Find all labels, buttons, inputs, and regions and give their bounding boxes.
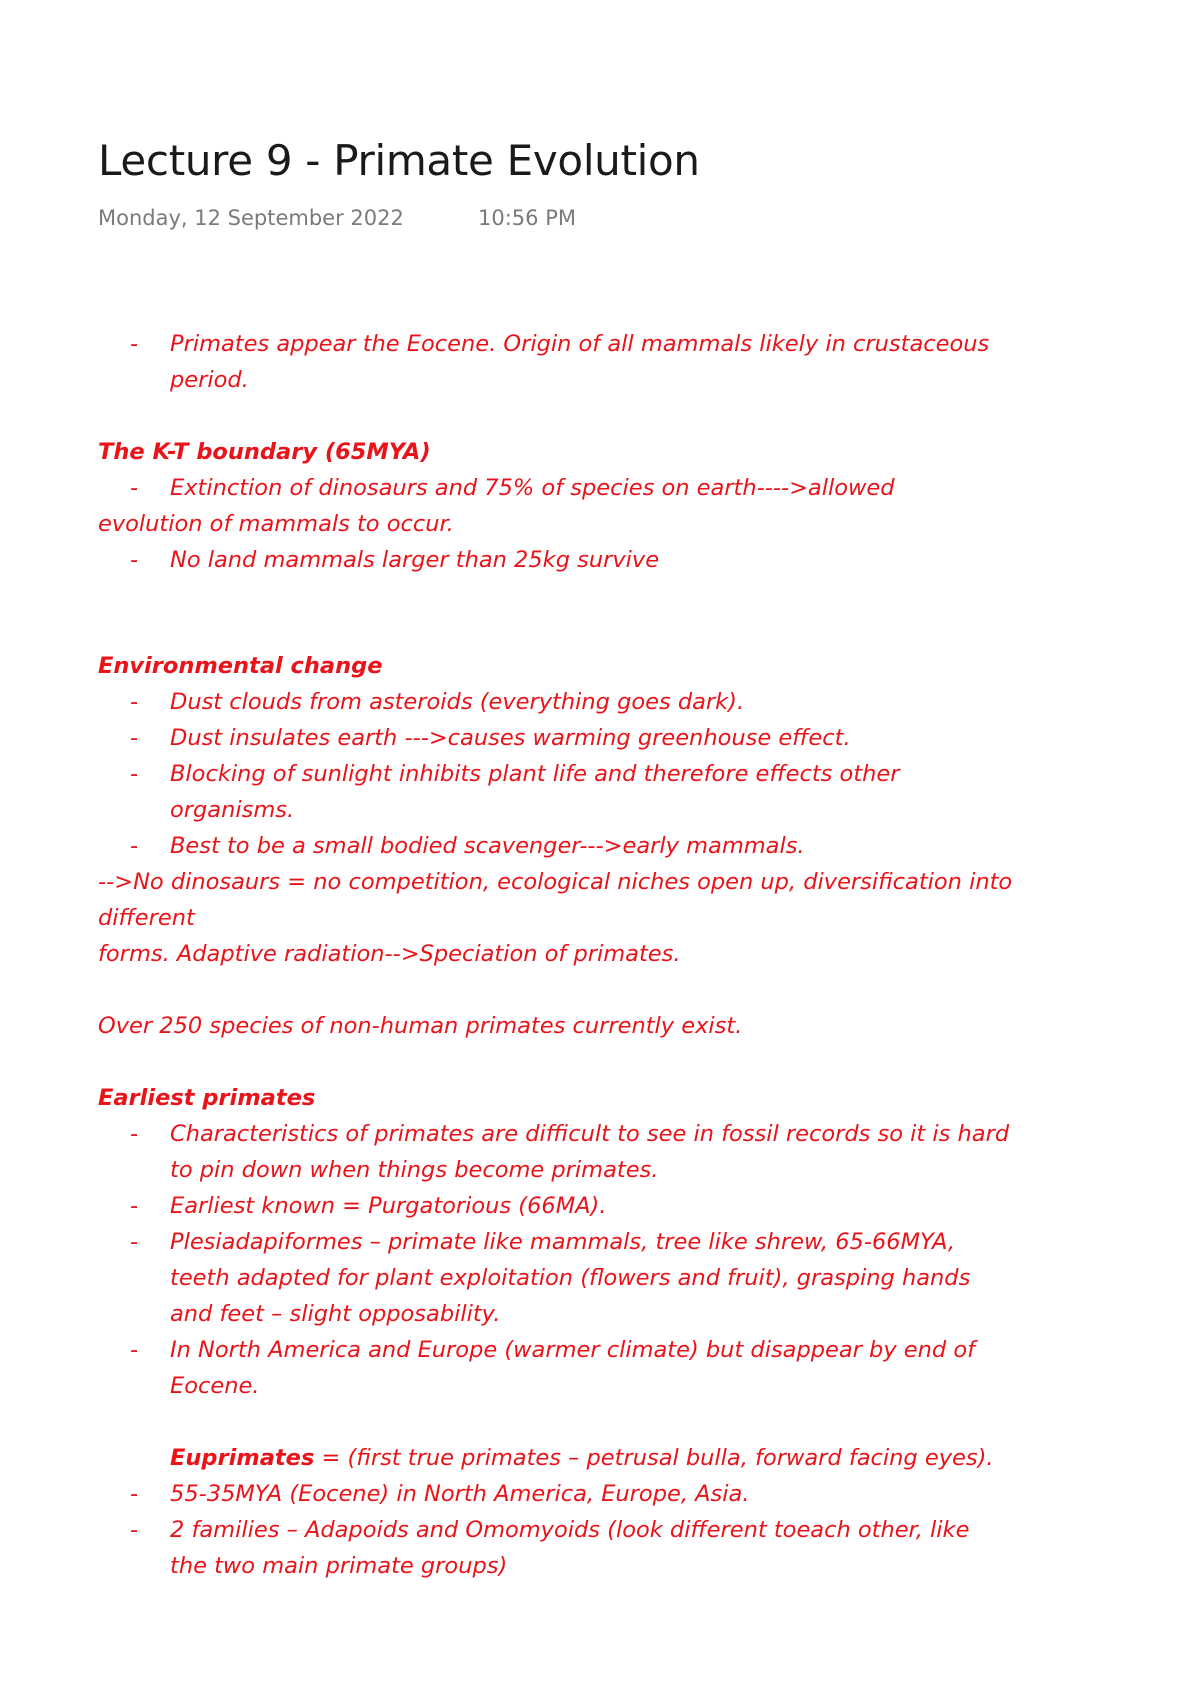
earliest-bullet-north-america-continuation: Eocene. bbox=[170, 1373, 260, 1399]
species-note: Over 250 species of non-human primates currently exist. bbox=[98, 1013, 743, 1039]
earliest-bullet-plesiadapiformes-continuation-2: and feet – slight opposability. bbox=[170, 1301, 501, 1327]
spacer bbox=[98, 578, 1098, 648]
earliest-bullet-plesiadapiformes: - Plesiadapiformes – primate like mammals, tree like shrew, 65-66MYA, bbox=[98, 1224, 1098, 1260]
earliest-bullet-plesiadapiformes-continuation-1: teeth adapted for plant exploitation (flowers and fruit), grasping hands bbox=[170, 1265, 971, 1291]
euprimates-definition-line bbox=[98, 1440, 1098, 1476]
env-bullet-small-scavenger: - Best to be a small bodied scavenger--->early mammals. bbox=[98, 828, 1098, 864]
page-meta bbox=[98, 206, 576, 230]
env-note-line-1: -->No dinosaurs = no competition, ecological niches open up, diversification into bbox=[98, 869, 1013, 895]
kt-bullet-land-mammals: - No land mammals larger than 25kg survive bbox=[98, 542, 1098, 578]
page-time: 10:56 PM bbox=[478, 206, 576, 230]
spacer bbox=[98, 1044, 1098, 1080]
intro-bullet: - Primates appear the Eocene. Origin of all mammals likely in crustaceous bbox=[98, 326, 1098, 362]
page-title: Lecture 9 - Primate Evolution bbox=[98, 136, 700, 185]
section-heading-earliest-primates: Earliest primates bbox=[98, 1085, 316, 1111]
kt-bullet-extinction-continuation: evolution of mammals to occur. bbox=[98, 511, 454, 537]
page-date: Monday, 12 September 2022 bbox=[98, 206, 404, 230]
env-bullet-dust-clouds: - Dust clouds from asteroids (everything goes dark). bbox=[98, 684, 1098, 720]
kt-bullet-extinction: - Extinction of dinosaurs and 75% of species on earth---->allowed bbox=[98, 470, 1098, 506]
env-bullet-dust-insulates: - Dust insulates earth --->causes warming greenhouse effect. bbox=[98, 720, 1098, 756]
earliest-bullet-purgatorious: - Earliest known = Purgatorious (66MA). bbox=[98, 1188, 1098, 1224]
section-heading-environmental-change: Environmental change bbox=[98, 653, 383, 679]
env-note-line-3: forms. Adaptive radiation-->Speciation of primates. bbox=[98, 941, 681, 967]
earliest-bullet-north-america: - In North America and Europe (warmer climate) but disappear by end of bbox=[98, 1332, 1098, 1368]
section-heading-kt-boundary: The K-T boundary (65MYA) bbox=[98, 439, 431, 465]
euprimates-term: Euprimates bbox=[170, 1445, 315, 1471]
env-note-line-2: different bbox=[98, 905, 195, 931]
spacer bbox=[98, 1404, 1098, 1440]
earliest-bullet-characteristics-continuation: to pin down when things become primates. bbox=[170, 1157, 659, 1183]
env-bullet-blocking-sunlight: - Blocking of sunlight inhibits plant life and therefore effects other bbox=[98, 756, 1098, 792]
notes-body bbox=[98, 326, 1098, 1584]
spacer bbox=[98, 972, 1098, 1008]
spacer bbox=[98, 398, 1098, 434]
env-bullet-blocking-sunlight-continuation: organisms. bbox=[170, 797, 295, 823]
euprimates-bullet-families-continuation: the two main primate groups) bbox=[170, 1553, 508, 1579]
euprimates-bullet-families: - 2 families – Adapoids and Omomyoids (look different toeach other, like bbox=[98, 1512, 1098, 1548]
euprimates-definition: = (first true primates – petrusal bulla, forward facing eyes). bbox=[314, 1445, 994, 1471]
earliest-bullet-characteristics: - Characteristics of primates are difficult to see in fossil records so it is hard bbox=[98, 1116, 1098, 1152]
intro-bullet-continuation: period. bbox=[170, 367, 249, 393]
euprimates-bullet-eocene: - 55-35MYA (Eocene) in North America, Europe, Asia. bbox=[98, 1476, 1098, 1512]
